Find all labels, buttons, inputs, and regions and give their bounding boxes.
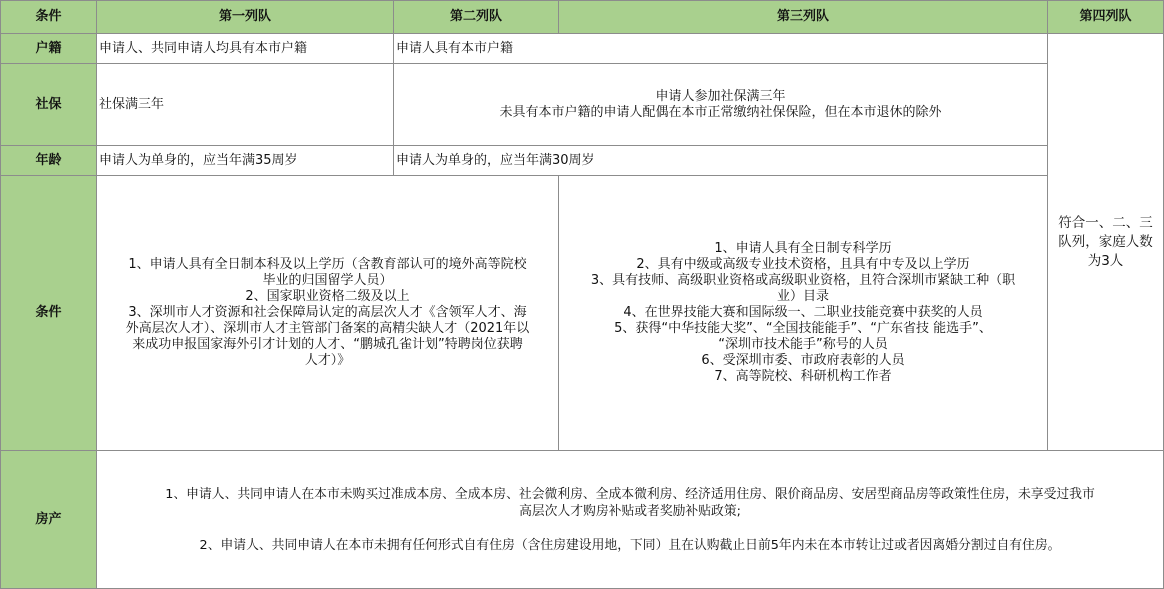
tiaojian-q3-line: 1、申请人具有全日制专科学历: [714, 241, 892, 256]
tiaojian-q1-line: 1、申请人具有全日制本科及以上学历（含教育部认可的境外高等院校: [128, 257, 527, 272]
tiaojian-q3-line: 2、具有中级或高级专业技术资格，且具有中专及以上学历: [636, 257, 970, 272]
tiaojian-q3-line: 7、高等院校、科研机构工作者: [714, 369, 892, 384]
fangchan-line: 2、申请人、共同申请人在本市未拥有任何形式自有住房（含住房建设用地，下同）且在认购截止日前5年内未在本市转让过或者因离婚分割过自有住房。: [199, 537, 1061, 553]
fangchan-line: 高层次人才购房补贴或者奖励补贴政策;: [519, 503, 741, 519]
queue-4-line: 符合一、二、三: [1058, 214, 1153, 231]
huji-queue-1: 申请人、共同申请人均具有本市户籍: [96, 33, 394, 64]
nianling-queue-1: 申请人为单身的，应当年满35周岁: [96, 145, 394, 176]
tiaojian-q1-line: 人才）》: [304, 353, 351, 368]
queue-4-requirement: [1047, 33, 1164, 451]
tiaojian-q1-line: 外高层次人才）、深圳市人才主管部门备案的高精尖缺人才（2021年以: [125, 321, 530, 336]
tiaojian-q3-line: 3、具有技师、高级职业资格或高级职业资格，且符合深圳市紧缺工种（职: [590, 273, 1016, 288]
header-condition: 条件: [0, 0, 97, 34]
row-label-nianling: 年龄: [0, 145, 97, 176]
fangchan-all-queues: [96, 450, 1164, 589]
header-queue-2: 第二列队: [393, 0, 559, 34]
tiaojian-q3-line: 6、受深圳市委、市政府表彰的人员: [701, 353, 905, 368]
shebao-line: 未具有本市户籍的申请人配偶在本市正常缴纳社保保险，但在本市退休的除外: [499, 104, 942, 120]
tiaojian-q1-line: 来成功申报国家海外引才计划的人才、“鹏城孔雀计划”特聘岗位获聘: [132, 337, 523, 352]
header-queue-3: 第三列队: [558, 0, 1048, 34]
fangchan-line: 1、申请人、共同申请人在本市未购买过准成本房、全成本房、社会微利房、全成本微利房、经济适用住房、限价商品房、安居型商品房等政策性住房，未享受过我市: [165, 486, 1095, 502]
row-label-tiaojian: 条件: [0, 175, 97, 451]
queue-4-line: 为3人: [1087, 252, 1124, 269]
tiaojian-queue-3: [558, 175, 1048, 451]
huji-queue-2-3: 申请人具有本市户籍: [393, 33, 1048, 64]
header-queue-4: 第四列队: [1047, 0, 1164, 34]
shebao-queue-1: 社保满三年: [96, 63, 394, 146]
shebao-line: 申请人参加社保满三年: [655, 88, 786, 104]
tiaojian-q1-line: 毕业的归国留学人员）: [262, 273, 393, 288]
tiaojian-q1-line: 2、国家职业资格二级及以上: [245, 289, 410, 304]
header-queue-1: 第一列队: [96, 0, 394, 34]
tiaojian-q1-line: 3、深圳市人才资源和社会保障局认定的高层次人才《含领军人才、海: [128, 305, 527, 320]
tiaojian-queue-1-2: [96, 175, 559, 451]
row-label-fangchan: 房产: [0, 450, 97, 589]
row-label-shebao: 社保: [0, 63, 97, 146]
shebao-queue-2-3: [393, 63, 1048, 146]
tiaojian-q3-line: 4、在世界技能大赛和国际级一、二职业技能竞赛中获奖的人员: [623, 305, 983, 320]
queue-4-line: 队列，家庭人数: [1058, 233, 1153, 250]
tiaojian-q3-line: “深圳市技术能手”称号的人员: [718, 337, 888, 352]
nianling-queue-2-3: 申请人为单身的，应当年满30周岁: [393, 145, 1048, 176]
tiaojian-q3-line: 5、获得“中华技能大奖”、“全国技能能手”、“广东省技 能选手”、: [614, 321, 992, 336]
tiaojian-q3-line: 业）目录: [776, 289, 829, 304]
row-label-huji: 户籍: [0, 33, 97, 64]
